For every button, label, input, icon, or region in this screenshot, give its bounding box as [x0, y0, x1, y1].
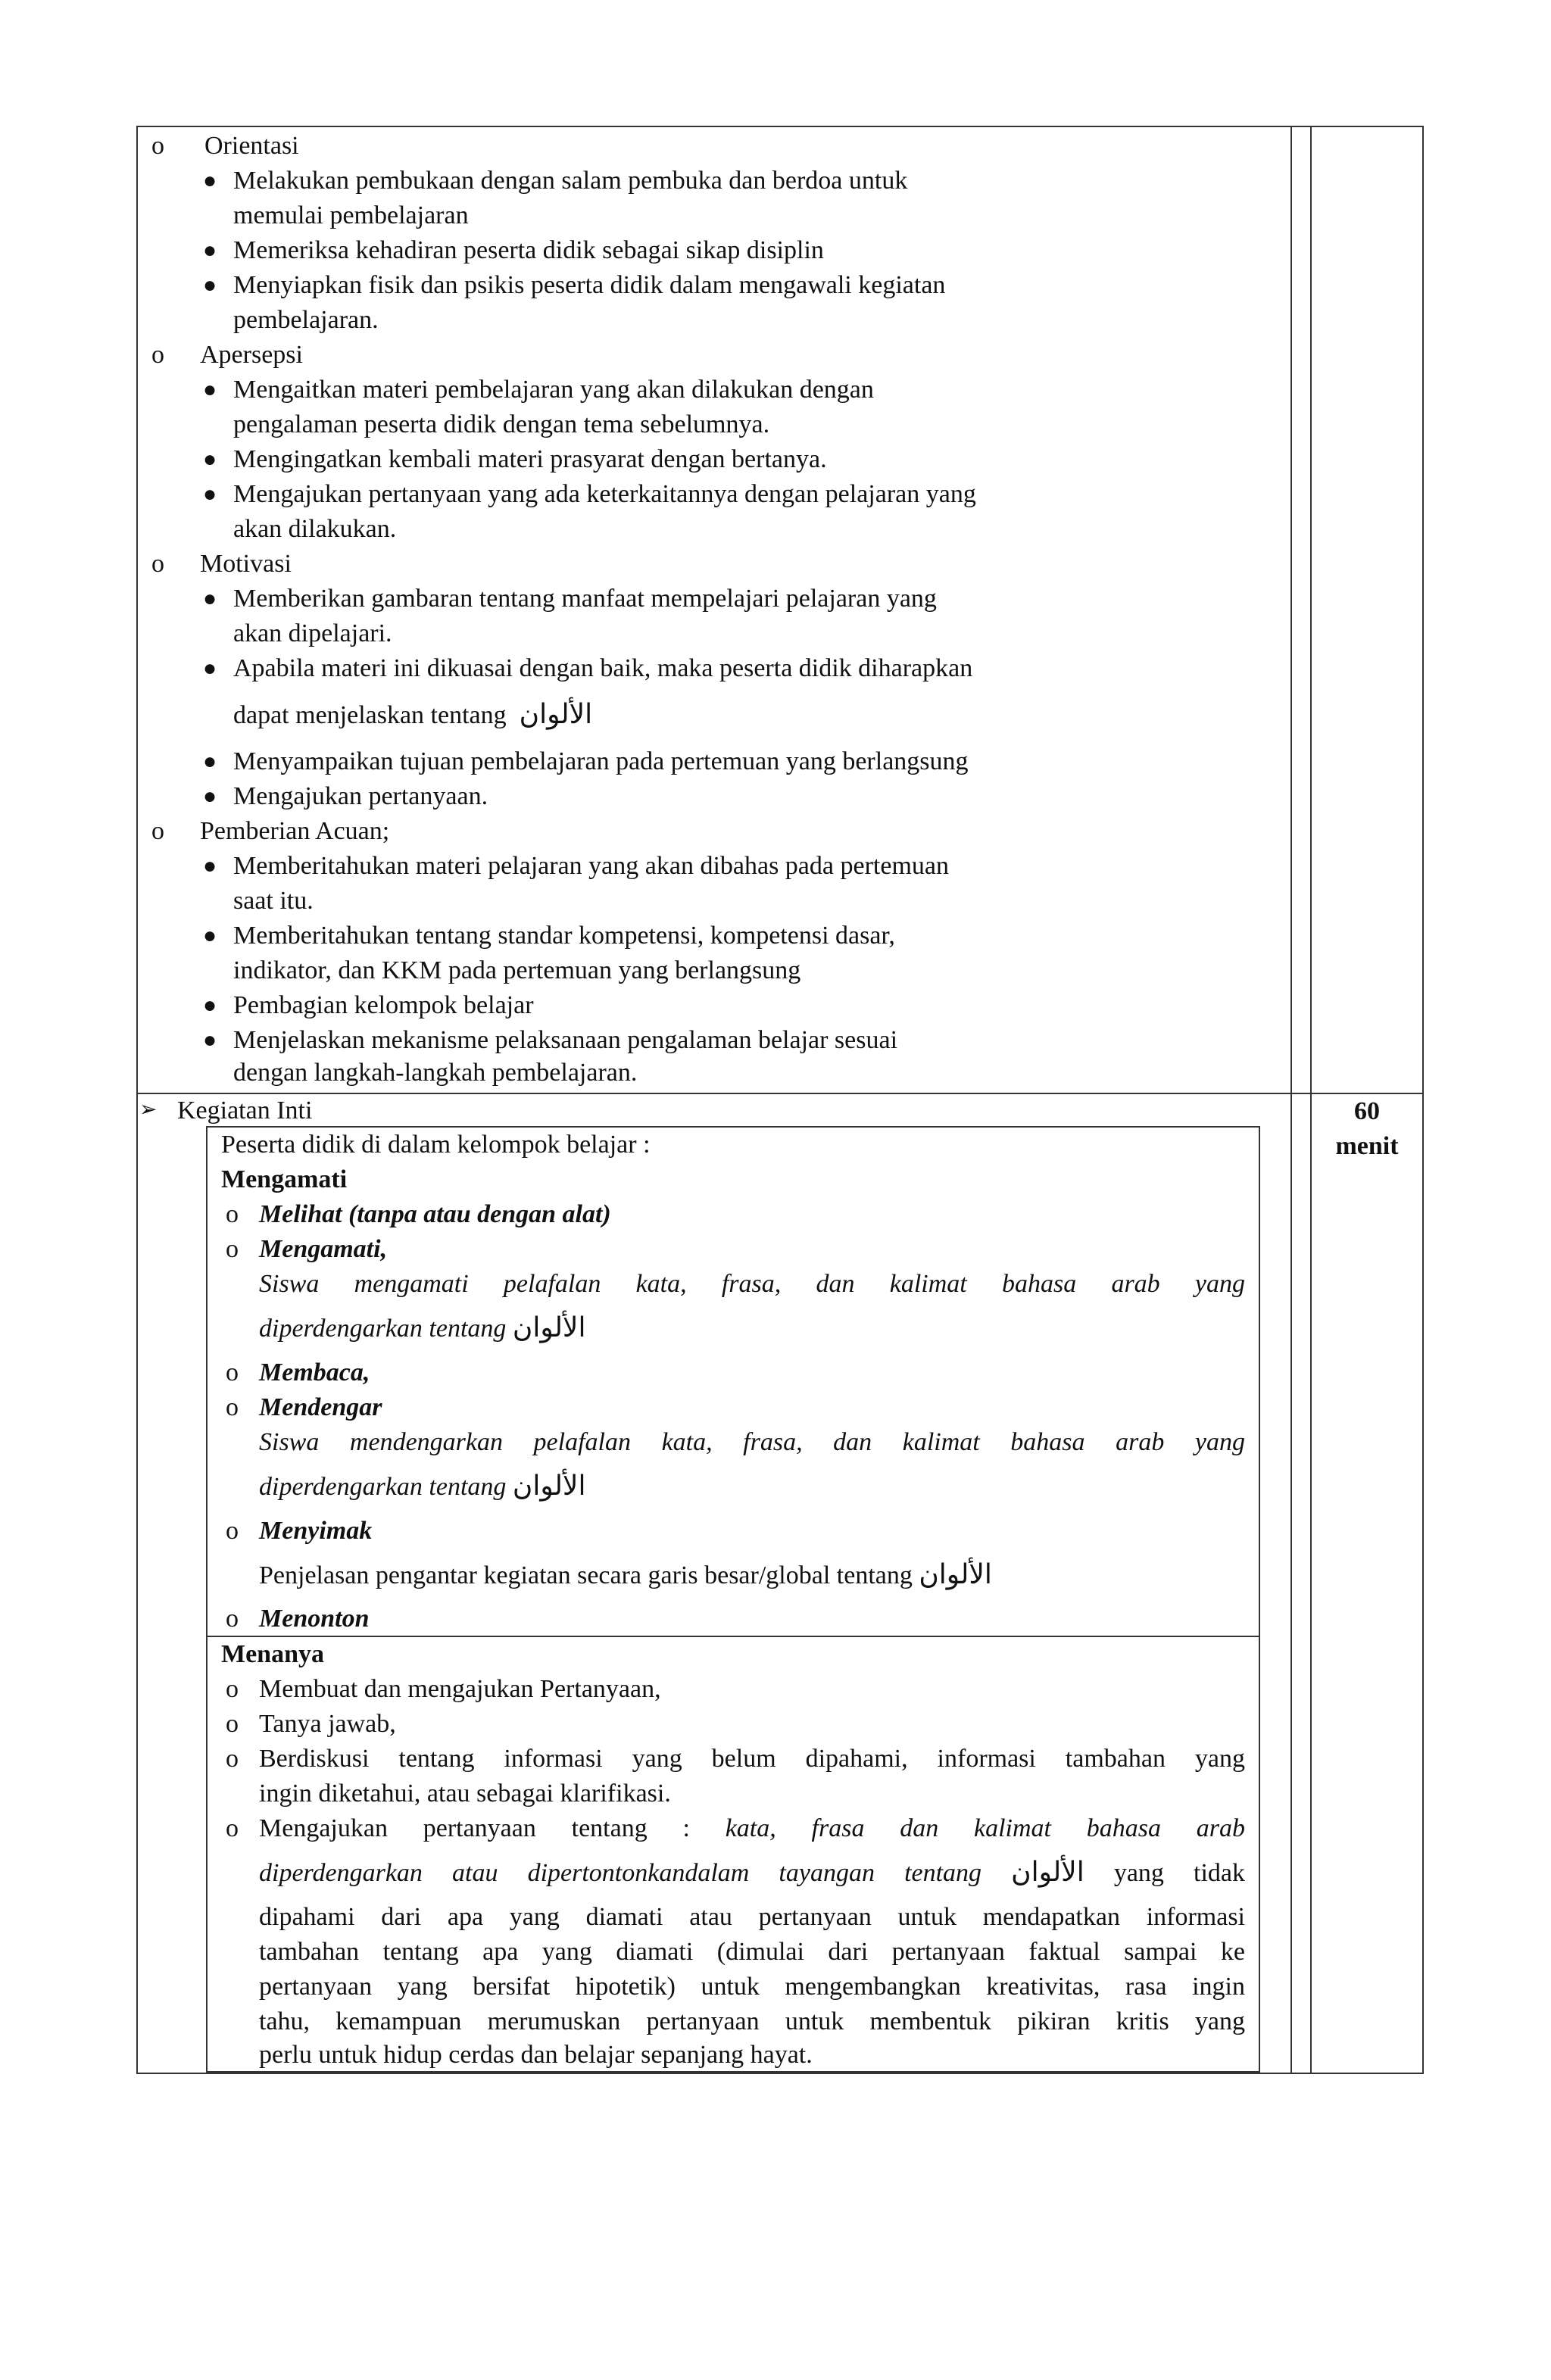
arabic-term: الألوان: [512, 1312, 586, 1343]
list-item: o Mengamati,: [226, 1235, 388, 1263]
arabic-term: الألوان: [1011, 1857, 1084, 1888]
list-item: o Melihat (tanpa atau dengan alat): [226, 1200, 611, 1228]
desc-line: tambahan tentang apa yang diamati (dimulai dari pertanyaan faktual sampai ke: [259, 1938, 1245, 1966]
desc-line: dipahami dari apa yang diamati atau pertanyaan untuk mendapatkan informasi: [259, 1903, 1245, 1931]
motivasi-heading: o Motivasi: [151, 550, 292, 578]
mengamati-box: [206, 1126, 1260, 1637]
list-item: ● Menjelaskan mekanisme pelaksanaan pengalaman belajar sesuai dengan langkah-langkah pembelajaran.: [203, 1026, 898, 1087]
menanya-title: Menanya: [221, 1640, 324, 1668]
inti-row: [137, 1093, 1423, 2073]
list-item: o Tanya jawab,: [226, 1710, 396, 1738]
inti-cell: [137, 1093, 1291, 2073]
time-value: 60: [1354, 1097, 1380, 1125]
time-unit: menit: [1335, 1132, 1399, 1160]
arabic-term: الألوان: [919, 1559, 992, 1590]
list-item: o Menonton: [226, 1605, 370, 1633]
inti-heading: ➢ Kegiatan Inti: [139, 1096, 313, 1124]
menanya-box: [206, 1637, 1260, 2073]
list-item: o Berdiskusi tentang informasi yang belum dipahami, informasi tambahan yang: [226, 1745, 1245, 1773]
arabic-term: الألوان: [519, 699, 593, 730]
list-item: ● Memberikan gambaran tentang manfaat mempelajari pelajaran yang akan dipelajari.: [203, 585, 937, 647]
desc-line: Penjelasan pengantar kegiatan secara garis besar/global tentang الألوان: [259, 1559, 992, 1590]
list-item: ● Memberitahukan tentang standar kompetensi, kompetensi dasar, indikator, dan KKM pada pertemuan yang berlangsung: [203, 922, 895, 984]
list-item: ● Apabila materi ini dikuasai dengan baik, maka peserta didik diharapkan dapat menjelaskan tentang الألوان: [203, 654, 973, 730]
desc-line: Siswa mengamati pelafalan kata, frasa, dan kalimat bahasa arab yang: [259, 1270, 1245, 1298]
desc-line: ingin diketahui, atau sebagai klarifikasi.: [259, 1780, 671, 1808]
desc-line: diperdengarkan atau dipertontonkandalam tayangan tentang الألوان yang tidak: [259, 1857, 1246, 1888]
list-item: ● Menyampaikan tujuan pembelajaran pada pertemuan yang berlangsung: [203, 747, 969, 775]
desc-line: tahu, kemampuan merumuskan pertanyaan untuk membentuk pikiran kritis yang: [259, 2007, 1245, 2035]
list-item: ● Mengajukan pertanyaan yang ada keterkaitannya dengan pelajaran yang akan dilakukan.: [203, 480, 976, 543]
pendahuluan-row: [137, 126, 1423, 1093]
lesson-plan-table: [136, 126, 1424, 2074]
mengamati-title: Mengamati: [221, 1165, 348, 1193]
arabic-term: الألوان: [512, 1471, 586, 1502]
pendahuluan-cell: [137, 126, 1291, 1093]
list-item: o Mengajukan pertanyaan tentang : kata, frasa dan kalimat bahasa arab: [226, 1814, 1245, 1842]
list-item: ● Menyiapkan fisik dan psikis peserta didik dalam mengawali kegiatan pembelajaran.: [203, 271, 946, 334]
intro-text: Peserta didik di dalam kelompok belajar :: [221, 1131, 651, 1159]
list-item: ● Mengingatkan kembali materi prasyarat dengan bertanya.: [203, 445, 827, 473]
list-item: ● Melakukan pembukaan dengan salam pembuka dan berdoa untuk memulai pembelajaran: [203, 167, 908, 229]
spacer-cell: [1291, 126, 1311, 1093]
time-cell: [1311, 1093, 1423, 2073]
acuan-heading: o Pemberian Acuan;: [151, 817, 390, 845]
orientasi-heading: o Orientasi: [151, 132, 299, 160]
list-item: ● Pembagian kelompok belajar: [203, 991, 534, 1019]
list-item: o Membaca,: [226, 1358, 370, 1387]
list-item: o Menyimak: [226, 1517, 373, 1545]
apersepsi-heading: o Apersepsi: [151, 341, 303, 369]
time-cell-empty: [1311, 126, 1423, 1093]
list-item: o Membuat dan mengajukan Pertanyaan,: [226, 1675, 661, 1703]
desc-line: pertanyaan yang bersifat hipotetik) untuk mengembangkan kreativitas, rasa ingin: [259, 1973, 1245, 2001]
list-item: ● Memberitahukan materi pelajaran yang akan dibahas pada pertemuan saat itu.: [203, 852, 949, 915]
desc-line: diperdengarkan tentang الألوان: [259, 1471, 586, 1502]
spacer-cell: [1291, 1093, 1311, 2073]
desc-line: perlu untuk hidup cerdas dan belajar sepanjang hayat.: [259, 2041, 813, 2069]
list-item: o Mendengar: [226, 1393, 382, 1421]
desc-line: Siswa mendengarkan pelafalan kata, frasa, dan kalimat bahasa arab yang: [259, 1428, 1245, 1456]
list-item: ● Memeriksa kehadiran peserta didik sebagai sikap disiplin: [203, 236, 824, 264]
desc-line: diperdengarkan tentang الألوان: [259, 1312, 586, 1343]
list-item: ● Mengaitkan materi pembelajaran yang akan dilakukan dengan pengalaman peserta didik dengan tema sebelumnya.: [203, 376, 874, 438]
list-item: ● Mengajukan pertanyaan.: [203, 782, 488, 810]
